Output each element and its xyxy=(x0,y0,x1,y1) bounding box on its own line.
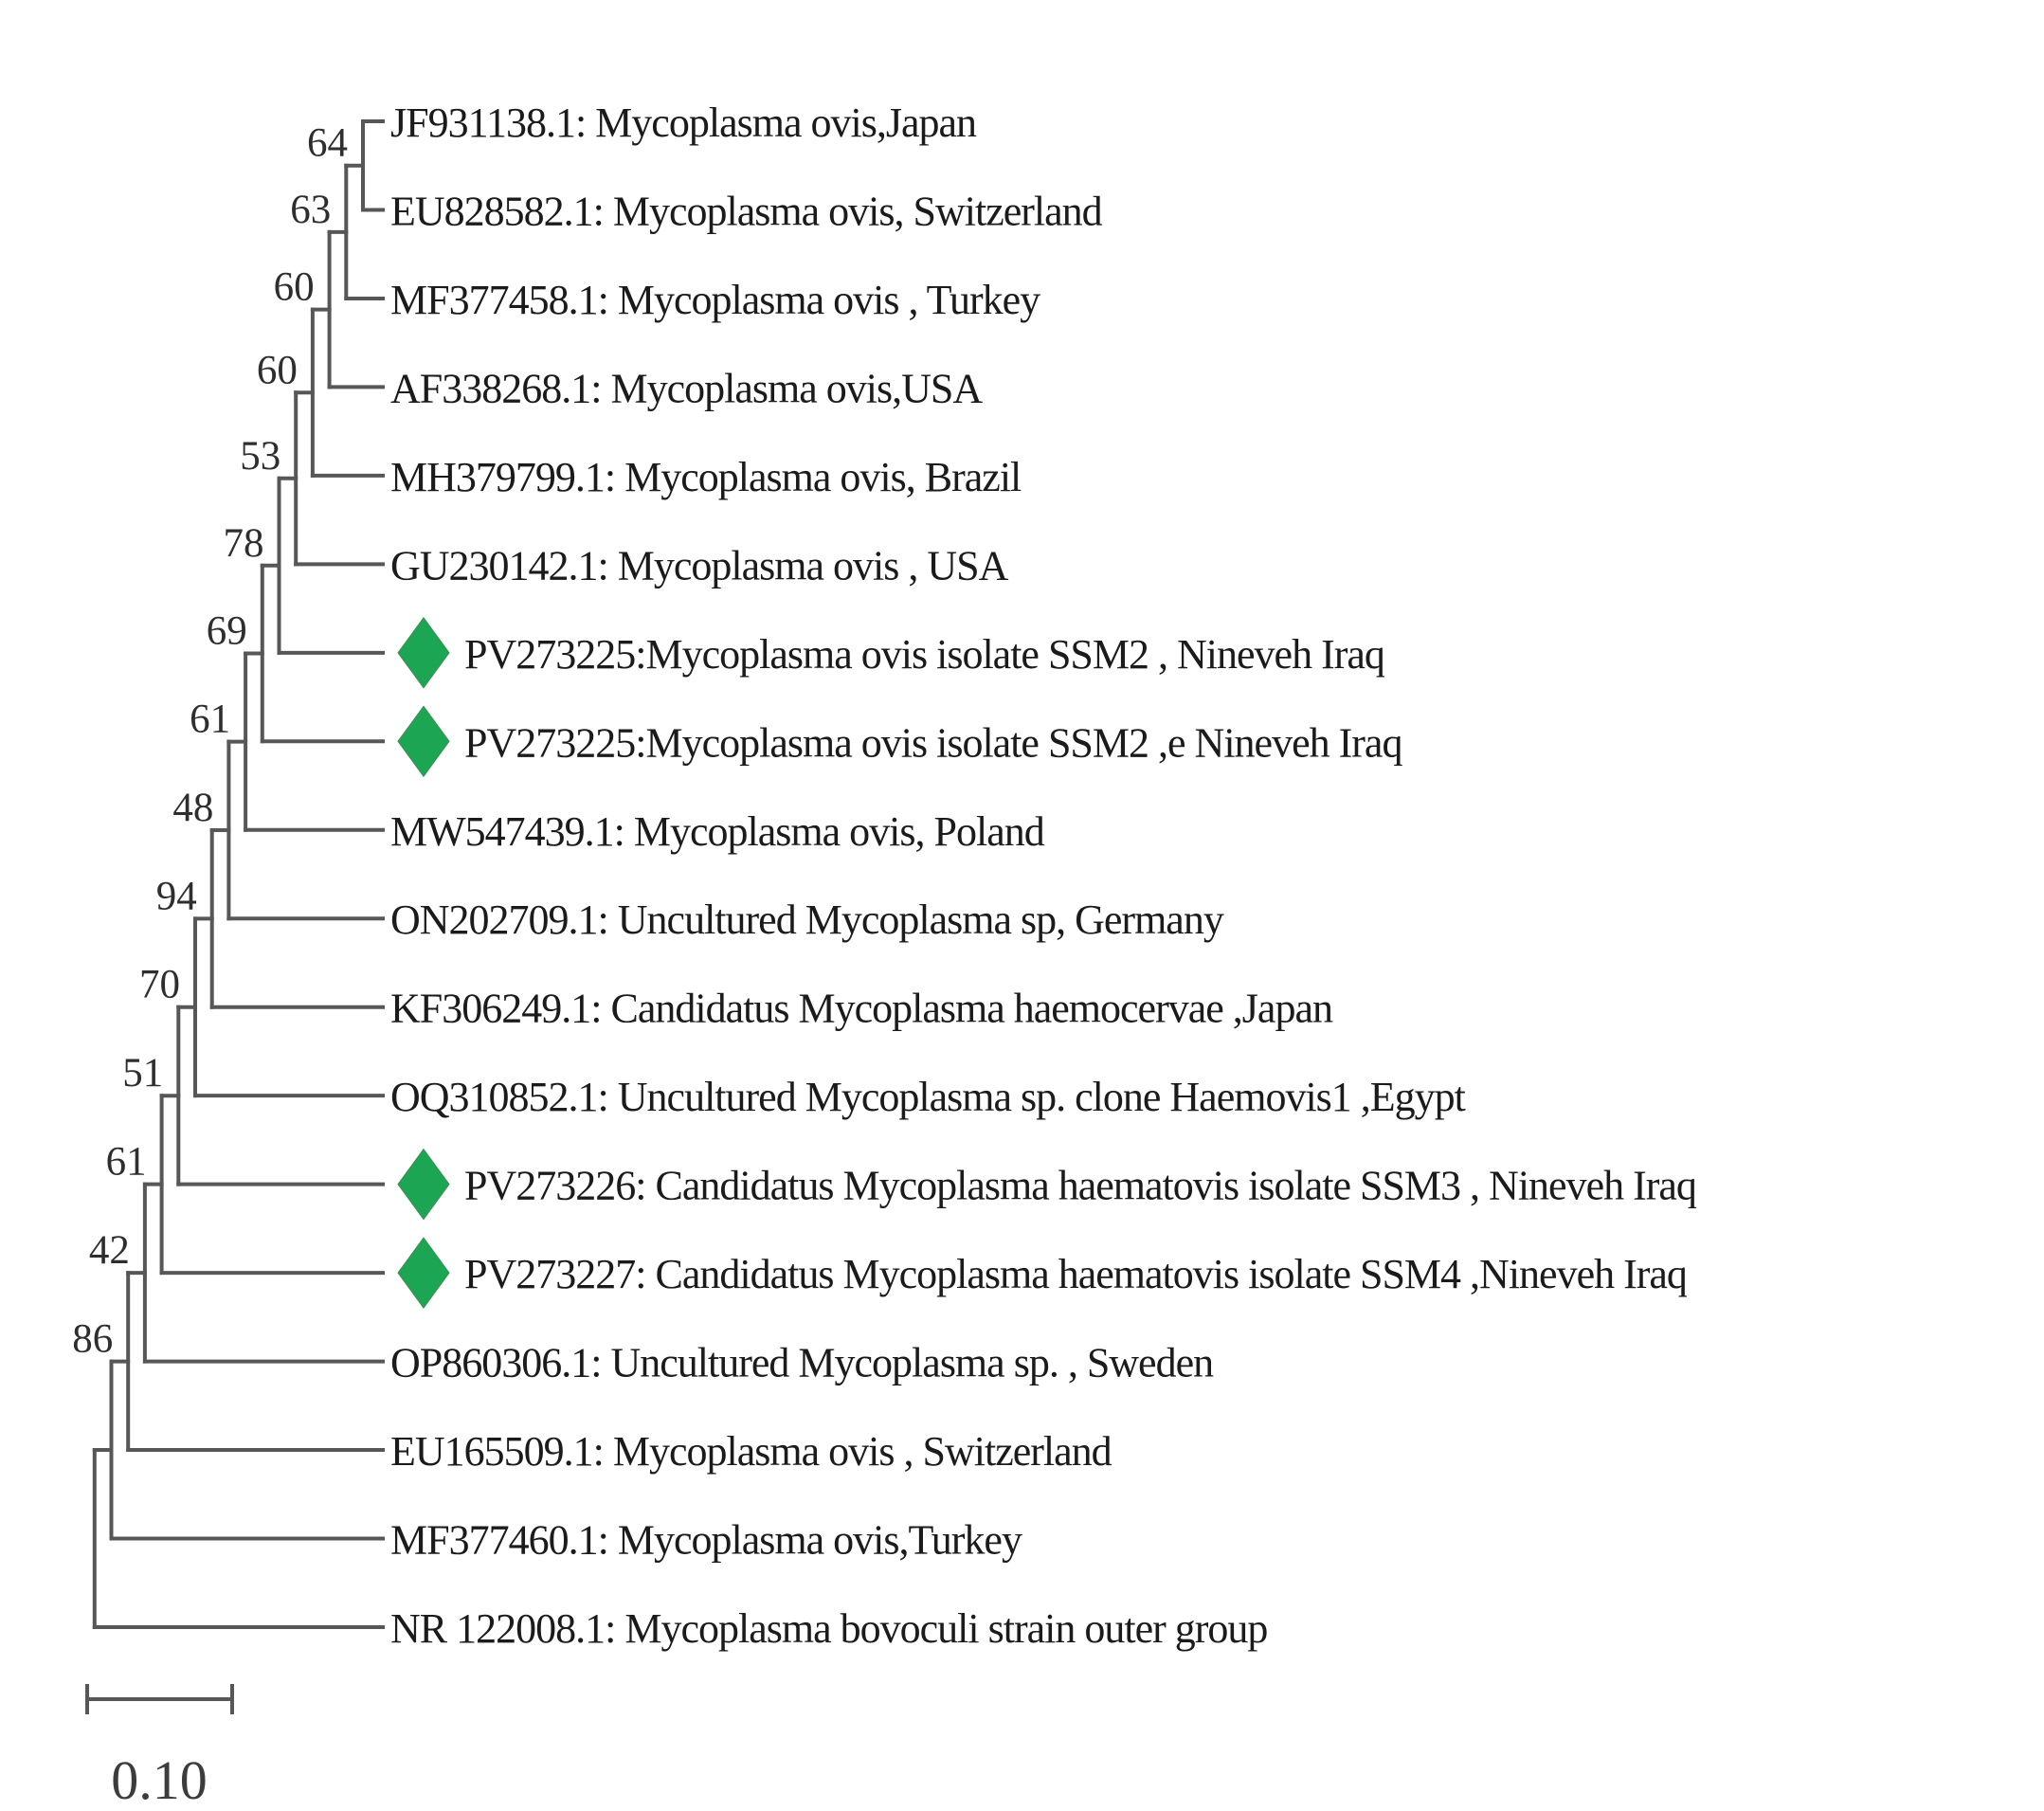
bootstrap-value: 86 xyxy=(72,1316,114,1362)
taxon-label: NR 122008.1: Mycoplasma bovoculi strain outer group xyxy=(390,1604,1268,1652)
bootstrap-value: 53 xyxy=(240,433,281,479)
scale-bar xyxy=(87,1686,232,1811)
diamond-marker-icon xyxy=(398,618,449,688)
tree-markers xyxy=(398,618,449,1308)
bootstrap-value: 51 xyxy=(122,1051,164,1096)
diamond-marker-icon xyxy=(398,1238,449,1308)
taxon-label: PV273227: Candidatus Mycoplasma haematovis isolate SSM4 ,Nineveh Iraq xyxy=(464,1251,1687,1298)
taxon-label: MW547439.1: Mycoplasma ovis, Poland xyxy=(390,807,1044,855)
bootstrap-value: 48 xyxy=(172,785,214,830)
scale-bar-label: 0.10 xyxy=(111,1749,208,1811)
bootstrap-value: 61 xyxy=(190,697,231,742)
bootstrap-value: 70 xyxy=(139,962,180,1007)
taxon-label: GU230142.1: Mycoplasma ovis , USA xyxy=(390,542,1008,589)
bootstrap-value: 94 xyxy=(155,874,197,919)
taxon-label: PV273225:Mycoplasma ovis isolate SSM2 , Nineveh Iraq xyxy=(464,630,1384,678)
bootstrap-value: 60 xyxy=(256,348,298,393)
taxon-label: MF377458.1: Mycoplasma ovis , Turkey xyxy=(390,276,1040,323)
bootstrap-value: 78 xyxy=(223,520,264,566)
bootstrap-value: 69 xyxy=(206,608,247,654)
taxon-label: MH379799.1: Mycoplasma ovis, Brazil xyxy=(390,453,1022,500)
bootstrap-value: 64 xyxy=(307,120,348,166)
bootstrap-value: 63 xyxy=(290,187,332,232)
taxon-label: AF338268.1: Mycoplasma ovis,USA xyxy=(390,365,983,412)
bootstrap-value: 60 xyxy=(273,264,315,310)
taxon-label: EU165509.1: Mycoplasma ovis , Switzerland xyxy=(390,1428,1112,1476)
bootstrap-value: 42 xyxy=(88,1228,130,1274)
bootstrap-value: 61 xyxy=(105,1139,147,1185)
taxon-label: ON202709.1: Uncultured Mycoplasma sp, Germany xyxy=(390,896,1223,944)
taxon-label: MF377460.1: Mycoplasma ovis,Turkey xyxy=(390,1516,1022,1564)
taxon-label: PV273225:Mycoplasma ovis isolate SSM2 ,e Nineveh Iraq xyxy=(464,719,1402,767)
taxon-label: OQ310852.1: Uncultured Mycoplasma sp. clone Haemovis1 ,Egypt xyxy=(390,1074,1465,1121)
taxon-label: OP860306.1: Uncultured Mycoplasma sp. , Sweden xyxy=(390,1339,1214,1386)
tree-labels xyxy=(72,100,1697,1652)
taxon-label: JF931138.1: Mycoplasma ovis,Japan xyxy=(390,100,976,146)
tree-branches xyxy=(95,121,383,1627)
taxon-label: KF306249.1: Candidatus Mycoplasma haemocervae ,Japan xyxy=(390,985,1332,1032)
taxon-label: PV273226: Candidatus Mycoplasma haematovis isolate SSM3 , Nineveh Iraq xyxy=(464,1162,1696,1209)
diamond-marker-icon xyxy=(398,1150,449,1220)
diamond-marker-icon xyxy=(398,706,449,776)
taxon-label: EU828582.1: Mycoplasma ovis, Switzerland xyxy=(390,188,1102,235)
